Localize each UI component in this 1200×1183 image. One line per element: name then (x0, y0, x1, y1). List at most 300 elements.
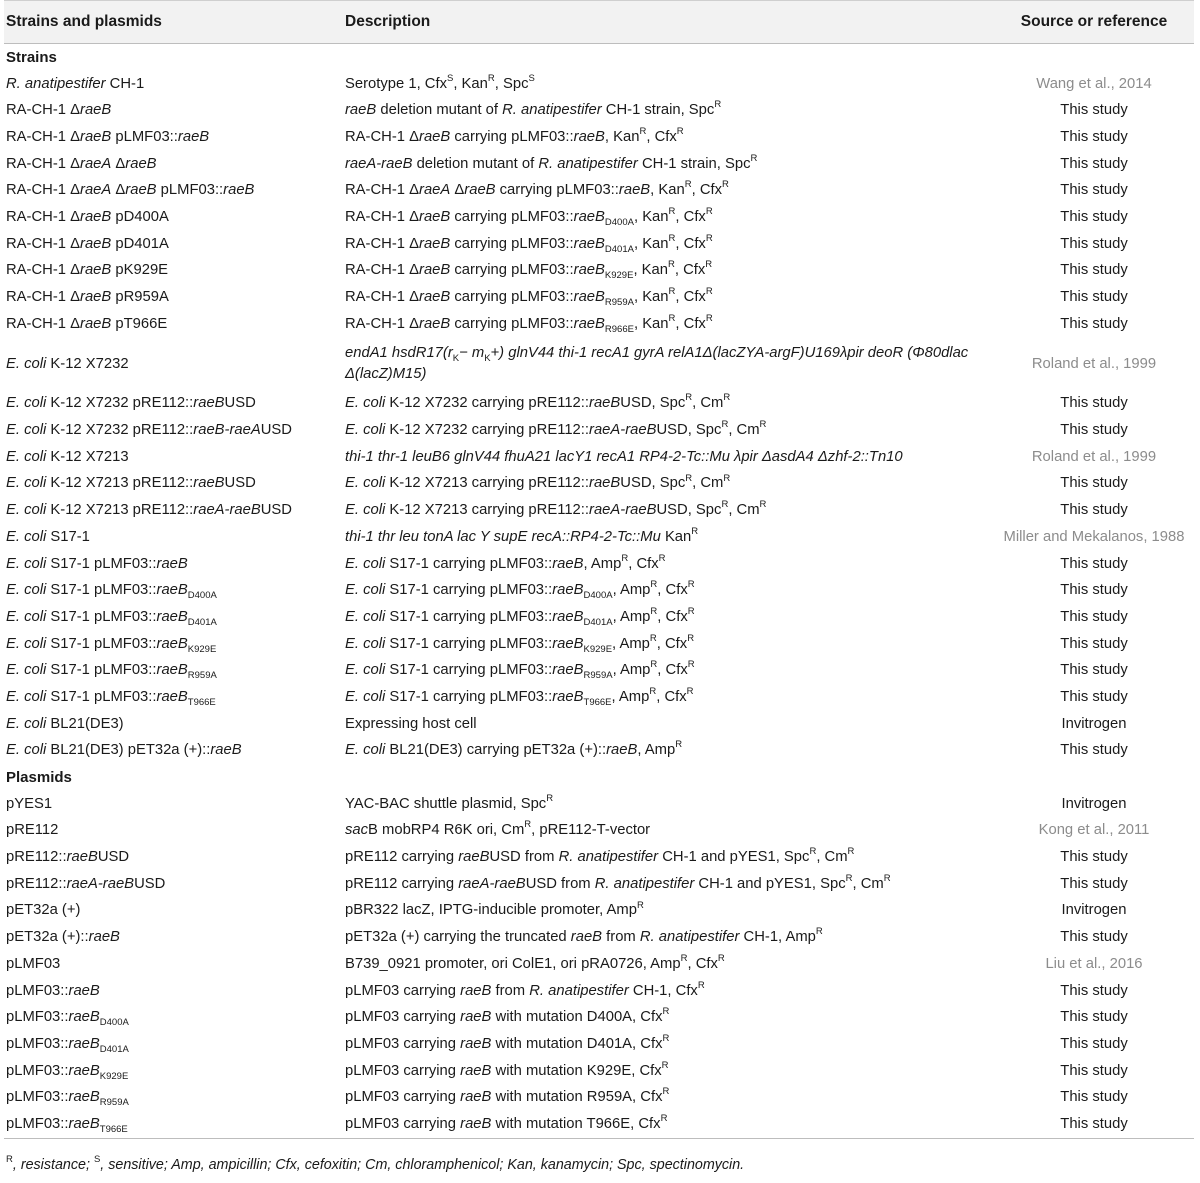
description-cell (343, 258, 994, 285)
text-run: raeB (573, 262, 605, 279)
superscript: R (661, 1059, 669, 1071)
text-run: pLMF03:: (6, 1035, 69, 1052)
description-cell (343, 338, 994, 391)
text-run: , Cfx (675, 235, 706, 252)
source-cell: This study (1060, 182, 1128, 199)
table-row (4, 898, 1194, 925)
text-run: K-12 X7213 carrying pRE112:: (385, 475, 590, 492)
description-cell (343, 204, 994, 231)
text-run: raeB (66, 849, 98, 866)
text-run: raeB (80, 102, 112, 119)
superscript: R (675, 739, 683, 751)
text-run: pLMF03 carrying (345, 1115, 461, 1132)
superscript: R (722, 179, 729, 191)
description-cell (343, 711, 994, 738)
description-cell (343, 951, 994, 978)
text-run: raeB (68, 1035, 100, 1052)
superscript: R (705, 206, 713, 218)
text-run: raeB (552, 635, 584, 652)
superscript: R (546, 792, 554, 804)
text-run: raeA (80, 182, 112, 199)
superscript: R (705, 259, 713, 271)
table-row (4, 284, 1194, 311)
table-row (4, 604, 1194, 631)
table-body (4, 44, 1194, 1139)
description-cell (343, 791, 994, 818)
description-cell (343, 231, 994, 258)
text-run: E. coli (6, 528, 47, 545)
text-run: pLMF03 carrying (345, 1035, 461, 1052)
text-run: raeB-raeA (193, 422, 261, 439)
strain-plasmid-name (4, 871, 343, 898)
text-run: S17-1 carrying pLMF03:: (385, 662, 553, 679)
subscript: D400A (604, 216, 634, 228)
source-cell: This study (1060, 875, 1128, 892)
table-row (4, 791, 1194, 818)
superscript: R (650, 605, 658, 617)
text-run: raeB (156, 608, 188, 625)
text-run: pET32a (+):: (6, 929, 89, 946)
superscript: R (705, 286, 713, 298)
text-run: pLMF03:: (156, 182, 224, 199)
strain-plasmid-name (4, 497, 343, 524)
source-cell: This study (1060, 208, 1128, 225)
description-cell (343, 684, 994, 711)
text-run: , sensitive; Amp, ampicillin; Cfx, cefoxitin; Cm, chloramphenicol; Kan, kanamycin; Spc, spectinomycin. (100, 1157, 745, 1173)
description-cell (343, 151, 994, 178)
strain-plasmid-name (4, 204, 343, 231)
text-run: , Cm (728, 422, 760, 439)
text-run: with mutation R959A, Cfx (491, 1089, 663, 1106)
superscript: R (685, 472, 693, 484)
text-run: , Kan (650, 182, 685, 199)
table-row (4, 577, 1194, 604)
text-run: K-12 X7232 carrying pRE112:: (385, 395, 590, 412)
text-run: pLMF03 carrying (345, 1062, 461, 1079)
text-run: , Cfx (674, 262, 706, 279)
text-run: E. coli (6, 422, 47, 439)
text-run: RA-CH-1 Δ (345, 289, 420, 306)
text-run: with mutation D400A, Cfx (491, 1009, 663, 1026)
subscript: R966E (604, 323, 634, 335)
text-run: R. anatipestifer (594, 875, 695, 892)
text-run: RA-CH-1 Δ (6, 155, 81, 172)
section-row (4, 764, 1194, 791)
source-cell: This study (1060, 395, 1128, 412)
description-cell (343, 551, 994, 578)
text-run: raeB (460, 1062, 492, 1079)
text-run: raeA-raeB (589, 422, 657, 439)
description-cell (343, 1031, 994, 1058)
strain-plasmid-name (4, 924, 343, 951)
source-cell: This study (1060, 849, 1128, 866)
text-run: Strains (6, 48, 57, 66)
text-run: , Cm (692, 475, 724, 492)
text-run: RA-CH-1 Δ (345, 128, 420, 145)
text-run: , Amp (612, 635, 650, 652)
strain-plasmid-name (4, 471, 343, 498)
text-run: S17-1 carrying pLMF03:: (385, 555, 553, 572)
text-run: K-12 X7232 pRE112:: (46, 395, 194, 412)
source-cell: This study (1060, 262, 1128, 279)
source-cell: This study (1060, 102, 1128, 119)
text-run: raeB (68, 1009, 100, 1026)
strain-plasmid-name (4, 684, 343, 711)
text-run: RA-CH-1 Δ (345, 182, 420, 199)
superscript: R (621, 552, 629, 564)
text-run: raeB (156, 582, 188, 599)
text-run: E. coli (6, 502, 47, 519)
table-row (4, 71, 1194, 98)
text-run: pK929E (111, 262, 169, 279)
source-cell: This study (1060, 155, 1128, 172)
text-run: pD401A (111, 235, 169, 252)
text-run: USD (260, 502, 292, 519)
description-cell (343, 444, 994, 471)
table-row (4, 177, 1194, 204)
text-run: , Kan (633, 315, 669, 332)
description-cell (343, 631, 994, 658)
text-run: carrying pLMF03:: (450, 235, 574, 252)
text-run: , Amp (612, 608, 651, 625)
subscript: D400A (187, 590, 217, 602)
description-cell (343, 1004, 994, 1031)
text-run: pLMF03 (6, 955, 61, 972)
text-run: BL21(DE3) pET32a (+):: (46, 742, 211, 759)
table-row (4, 818, 1194, 845)
text-run: CH-1 and pYES1, Spc (694, 875, 846, 892)
text-run: CH-1, Amp (739, 929, 816, 946)
text-run: , Amp (612, 582, 651, 599)
text-run: USD, Spc (656, 502, 722, 519)
table-row (4, 924, 1194, 951)
section-row (4, 44, 1194, 71)
superscript: R (662, 1086, 670, 1098)
superscript: R (668, 232, 676, 244)
superscript: R (684, 179, 692, 191)
description-cell (343, 284, 994, 311)
text-run: raeB (156, 555, 188, 572)
strain-plasmid-name (4, 657, 343, 684)
source-cell: This study (1060, 582, 1128, 599)
text-run: pYES1 (6, 795, 53, 812)
text-run: pT966E (111, 315, 168, 332)
text-run: , Cfx (628, 555, 659, 572)
text-run: S17-1 pLMF03:: (46, 555, 157, 572)
text-run: , pRE112-T-vector (531, 822, 651, 839)
superscript: R (883, 872, 891, 884)
text-run: S17-1 carrying pLMF03:: (385, 688, 553, 705)
source-cell: This study (994, 1111, 1194, 1138)
strain-plasmid-name (4, 951, 343, 978)
superscript: R (658, 552, 666, 564)
superscript: R (685, 392, 693, 404)
strain-plasmid-name (4, 524, 343, 551)
table-row (4, 311, 1194, 338)
reference-link[interactable]: Miller and Mekalanos, 1988 (1003, 528, 1185, 545)
text-run: thi-1 thr-1 leuB6 glnV44 fhuA21 lacY1 recA1 RP4-2-Tc::Mu λpir ΔasdA4 Δzhf-2::Tn10 (345, 448, 903, 465)
text-run: Expressing host cell (345, 715, 477, 732)
text-run: carrying pLMF03:: (450, 315, 574, 332)
text-run: RA-CH-1 Δ (6, 182, 81, 199)
source-cell: This study (1060, 662, 1128, 679)
subscript: D400A (99, 1017, 129, 1029)
text-run: E. coli (345, 635, 386, 652)
header-strains-plasmids: Strains and plasmids (4, 1, 343, 44)
reference-link[interactable]: Roland et al., 1999 (1031, 355, 1157, 372)
text-run: B739_0921 promoter, ori ColE1, ori pRA0726, Amp (345, 955, 681, 972)
text-run: raeB (80, 208, 112, 225)
reference-link[interactable]: Liu et al., 2016 (1045, 955, 1143, 972)
text-run: , Cfx (656, 688, 687, 705)
text-run: raeB (552, 662, 584, 679)
text-run: , Kan (604, 128, 640, 145)
subscript: K929E (99, 1070, 129, 1082)
text-run: raeB (80, 128, 112, 145)
text-run: K-12 X7213 (46, 448, 129, 465)
subscript: D401A (604, 243, 634, 255)
superscript: R (759, 499, 767, 511)
text-run: E. coli (345, 422, 386, 439)
source-cell: This study (1060, 929, 1128, 946)
superscript: R (668, 259, 675, 271)
source-cell: Invitrogen (1061, 902, 1127, 919)
description-cell (343, 657, 994, 684)
table-row (4, 444, 1194, 471)
strain-plasmid-name (4, 604, 343, 631)
superscript: R (721, 419, 729, 431)
superscript: R (680, 952, 688, 964)
text-run: pLMF03 carrying (345, 1009, 461, 1026)
superscript: R (845, 872, 853, 884)
text-run: Δ (111, 182, 126, 199)
description-cell (343, 177, 994, 204)
text-run: BL21(DE3) carrying pET32a (+):: (385, 742, 607, 759)
description-cell (343, 577, 994, 604)
source-cell: This study (1060, 422, 1128, 439)
text-run: E. coli (345, 555, 386, 572)
header-source-reference: Source or reference (994, 1, 1194, 44)
table-row (4, 124, 1194, 151)
text-run: BL21(DE3) (46, 715, 124, 732)
table-row (4, 258, 1194, 285)
source-cell: Invitrogen (1061, 715, 1127, 732)
description-cell (343, 471, 994, 498)
text-run: raeB (460, 982, 492, 999)
text-run: carrying pLMF03:: (450, 208, 574, 225)
text-run: carrying pLMF03:: (495, 182, 619, 199)
text-run: raeB (419, 235, 451, 252)
text-run: raeB (80, 235, 112, 252)
text-run: R. anatipestifer (502, 102, 602, 119)
text-run: RA-CH-1 Δ (6, 315, 81, 332)
table-row (4, 497, 1194, 524)
text-run: E. coli (6, 582, 47, 599)
superscript: R (723, 392, 731, 404)
text-run: E. coli (345, 608, 386, 625)
subscript: D400A (583, 590, 613, 602)
text-run: USD (224, 395, 256, 412)
source-cell: This study (1060, 128, 1128, 145)
table-row (4, 1084, 1194, 1111)
source-cell: This study (1060, 1062, 1128, 1079)
superscript: R (750, 152, 758, 164)
text-run: raeB (460, 1089, 492, 1106)
text-run: with mutation D401A, Cfx (491, 1035, 663, 1052)
text-run: pRE112:: (6, 875, 67, 892)
text-run: raeB (552, 555, 584, 572)
text-run: USD from (525, 875, 595, 892)
text-run: USD from (489, 849, 559, 866)
table-row (4, 1058, 1194, 1085)
superscript: R (687, 659, 695, 671)
text-run: raeB (68, 1062, 100, 1079)
text-run: pD400A (111, 208, 169, 225)
text-run: S17-1 carrying pLMF03:: (385, 608, 553, 625)
text-run: , Cfx (657, 608, 688, 625)
superscript: S (528, 72, 535, 84)
text-run: deletion mutant of (376, 102, 503, 119)
text-run: raeB (156, 688, 188, 705)
superscript: R (705, 232, 713, 244)
text-run: raeB (419, 262, 451, 279)
text-run: USD (224, 475, 256, 492)
section-heading (4, 764, 1194, 791)
reference-link[interactable]: Wang et al., 2014 (1036, 75, 1152, 92)
description-cell (343, 738, 994, 765)
source-cell: This study (1060, 635, 1128, 652)
table-row (4, 631, 1194, 658)
strain-plasmid-name (4, 791, 343, 818)
text-run: CH-1 (105, 75, 145, 92)
text-run: S17-1 (46, 528, 90, 545)
superscript: R (662, 1006, 670, 1018)
table-row (4, 391, 1194, 418)
text-run: E. coli (6, 662, 47, 679)
text-run: , Spc (494, 75, 529, 92)
text-run: with mutation K929E, Cfx (491, 1062, 662, 1079)
text-run: raeA-raeB (345, 155, 413, 172)
superscript: R (687, 632, 695, 644)
reference-link[interactable]: Kong et al., 2011 (1038, 822, 1150, 839)
text-run: E. coli (6, 355, 47, 372)
text-run: raeB (80, 315, 112, 332)
superscript: R (649, 632, 657, 644)
text-run: E. coli (345, 662, 386, 679)
text-run: USD (134, 875, 166, 892)
text-run: K-12 X7213 pRE112:: (46, 475, 194, 492)
text-run: K-12 X7213 pRE112:: (46, 502, 194, 519)
text-run: raeB (618, 182, 651, 199)
text-run: USD (260, 422, 292, 439)
text-run: pBR322 lacZ, IPTG-inducible promoter, Amp (345, 902, 637, 919)
strain-plasmid-name (4, 151, 343, 178)
text-run: raeB (210, 742, 242, 759)
table-row (4, 711, 1194, 738)
text-run: E. coli (345, 688, 386, 705)
text-run: raeB (570, 929, 603, 946)
text-run: R. anatipestifer (6, 75, 106, 92)
superscript: R (705, 312, 713, 324)
text-run: , Cfx (657, 582, 688, 599)
superscript: R (668, 206, 676, 218)
subscript: R959A (99, 1097, 129, 1109)
text-run: E. coli (345, 475, 386, 492)
text-run: R. anatipestifer (529, 982, 629, 999)
superscript: R (759, 419, 767, 431)
strain-plasmid-name (4, 844, 343, 871)
text-run: S17-1 carrying pLMF03:: (385, 635, 553, 652)
text-run: , Amp (611, 688, 650, 705)
strain-plasmid-name (4, 1031, 343, 1058)
superscript: R (636, 899, 644, 911)
strain-plasmid-name (4, 1004, 343, 1031)
text-run: S17-1 pLMF03:: (46, 662, 157, 679)
source-cell: This study (1060, 475, 1128, 492)
text-run: pLMF03:: (6, 1115, 69, 1132)
text-run: raeB (460, 1009, 492, 1026)
text-run: raeB (419, 289, 451, 306)
text-run: raeA (419, 182, 451, 199)
source-cell: This study (1060, 1009, 1128, 1026)
reference-link[interactable]: Roland et al., 1999 (1031, 448, 1157, 465)
superscript: S (93, 1154, 101, 1166)
text-run: raeB (125, 182, 157, 199)
strain-plasmid-name (4, 124, 343, 151)
superscript: R (668, 312, 676, 324)
text-run: S17-1 pLMF03:: (46, 635, 157, 652)
source-cell: This study (1060, 608, 1128, 625)
text-run: RA-CH-1 Δ (6, 262, 81, 279)
strain-plasmid-name (4, 978, 343, 1005)
description-cell (343, 871, 994, 898)
table-row (4, 871, 1194, 898)
text-run: raeB (552, 688, 584, 705)
strain-plasmid-name (4, 284, 343, 311)
text-run: raeB (88, 929, 120, 946)
strain-plasmid-name (4, 738, 343, 765)
superscript: R (676, 125, 684, 137)
text-run: K-12 X7213 carrying pRE112:: (385, 502, 590, 519)
text-run: CH-1 strain, Spc (601, 102, 715, 119)
text-run: RA-CH-1 Δ (6, 235, 81, 252)
strain-plasmid-name (4, 898, 343, 925)
text-run: , Cfx (687, 955, 718, 972)
text-run: pLMF03:: (6, 1009, 69, 1026)
text-run: raeB (80, 262, 112, 279)
superscript: R (660, 1113, 668, 1125)
text-run: B mobRP4 R6K ori, Cm (368, 822, 525, 839)
superscript: S (446, 72, 454, 84)
text-run: raeA-raeB (193, 502, 261, 519)
text-run: Δ (111, 155, 126, 172)
strain-plasmid-name (4, 577, 343, 604)
source-cell: This study (1060, 982, 1128, 999)
text-run: , resistance; (12, 1157, 94, 1173)
strain-plasmid-name (4, 177, 343, 204)
text-run: RA-CH-1 Δ (345, 315, 420, 332)
superscript: R (687, 579, 695, 591)
text-run: CH-1 and pYES1, Spc (658, 849, 810, 866)
text-run: raeA (80, 155, 112, 172)
text-run: R. anatipestifer (538, 155, 638, 172)
strain-plasmid-name (4, 551, 343, 578)
superscript: R (668, 286, 676, 298)
text-run: raeB (458, 849, 490, 866)
text-run: RA-CH-1 Δ (6, 289, 81, 306)
description-cell (343, 978, 994, 1005)
text-run: pLMF03 carrying (345, 1089, 461, 1106)
